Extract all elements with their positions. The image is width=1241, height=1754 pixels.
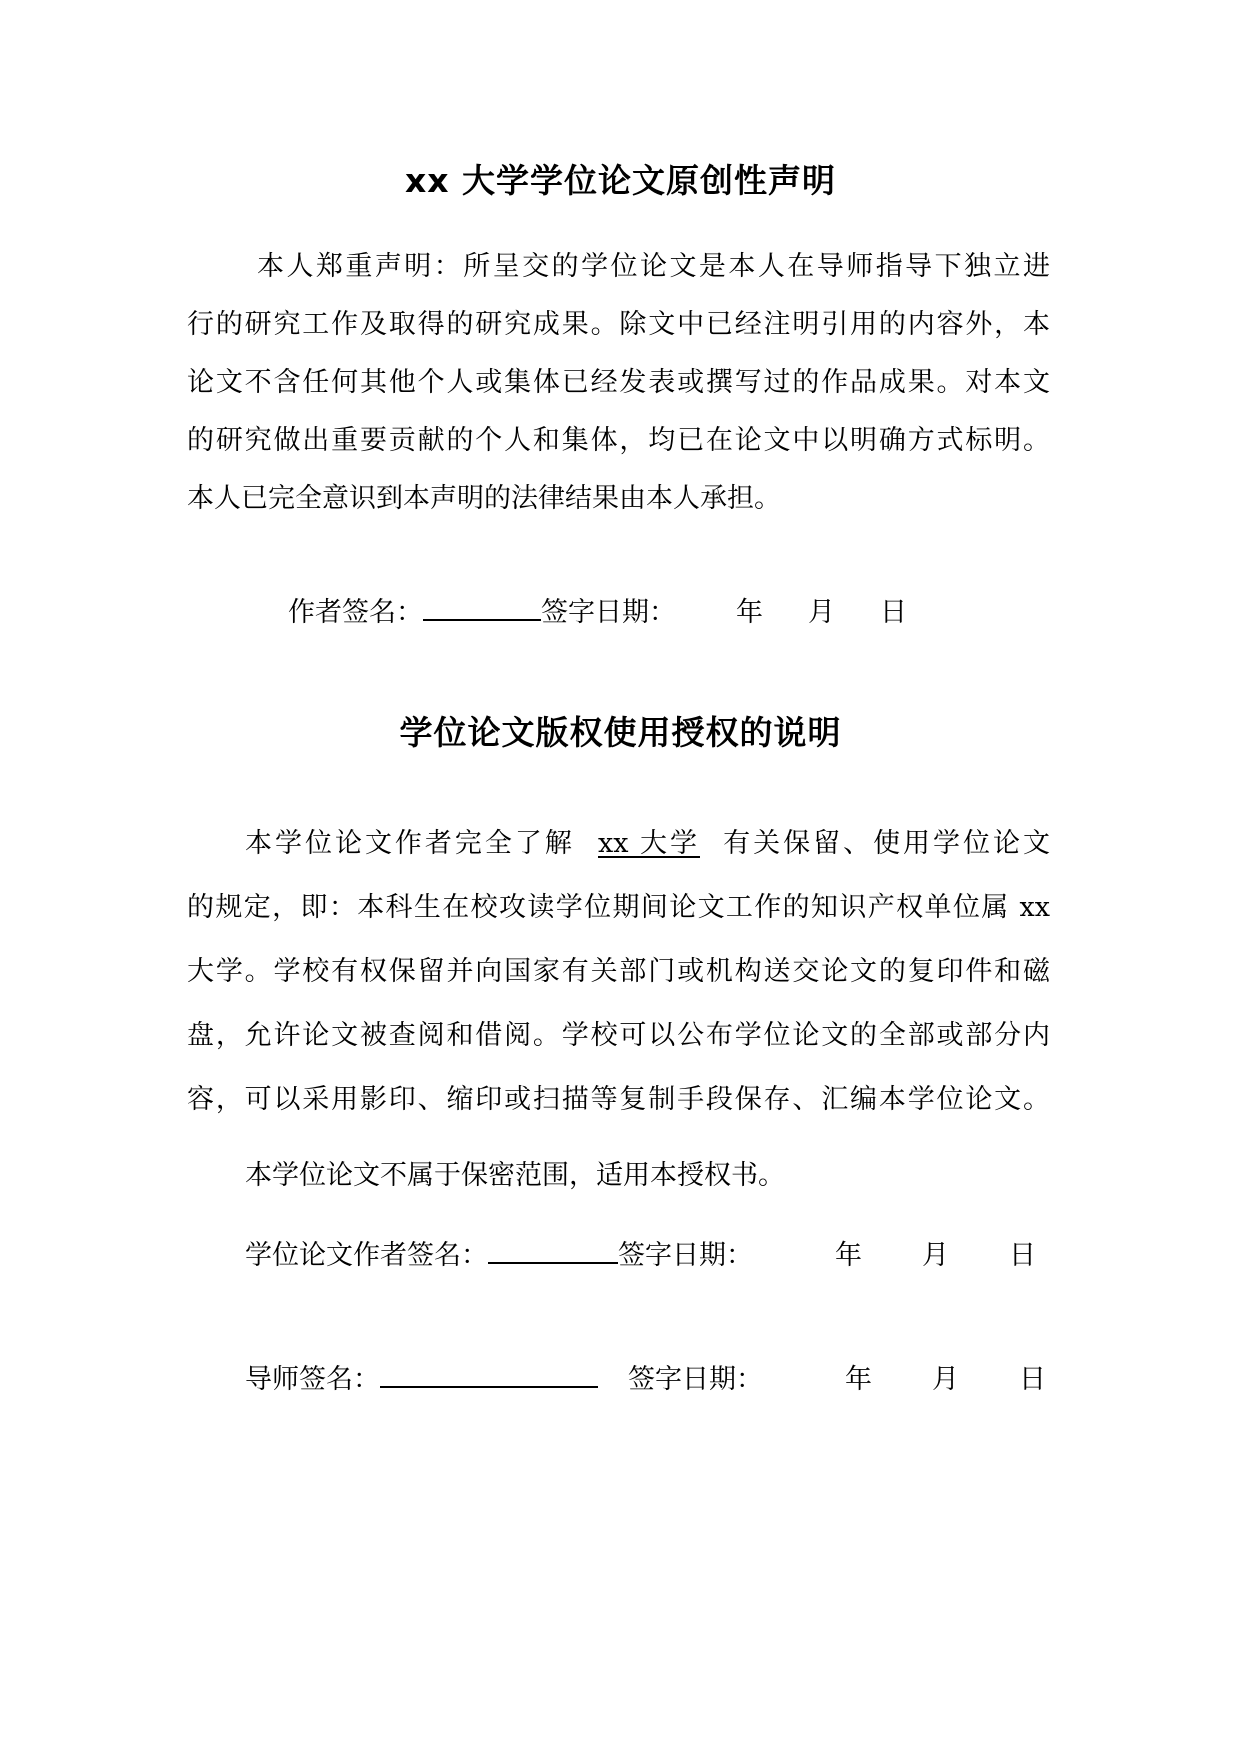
author-signature-field[interactable]: [423, 593, 541, 621]
authorization-line1-prefix: 本学位论文作者完全了解: [245, 828, 575, 859]
scope-line: 本学位论文不属于保密范围，适用本授权书。: [245, 1160, 785, 1191]
authorization-line1-suffix: 有关保留、使用学位论文: [723, 828, 1051, 859]
author-signature-row: [245, 1233, 1036, 1272]
declaration-line: 的研究做出重要贡献的个人和集体，均已在论文中以明确方式标明。: [187, 425, 1050, 456]
advisor-signature-row: [245, 1357, 1046, 1396]
authorization-title: 学位论文版权使用授权的说明: [399, 713, 842, 752]
month-label: 月: [922, 1240, 949, 1271]
declaration-body: [187, 238, 1050, 528]
declaration-line: 行的研究工作及取得的研究成果。除文中已经注明引用的内容外，本: [187, 309, 1050, 340]
declaration-line: 本人已完全意识到本声明的法律结果由本人承担。: [187, 483, 781, 514]
year-label: 年: [845, 1364, 872, 1395]
authorization-line: 容，可以采用影印、缩印或扫描等复制手段保存、汇编本学位论文。: [187, 1084, 1050, 1115]
authorization-line-1: [187, 812, 1050, 876]
declaration-line: 论文不含任何其他个人或集体已经发表或撰写过的作品成果。对本文: [187, 367, 1050, 398]
date-label: 签字日期：: [628, 1364, 763, 1395]
date-label: 签字日期：: [541, 597, 676, 628]
authorization-line: 盘，允许论文被查阅和借阅。学校可以公布学位论文的全部或部分内: [187, 1020, 1050, 1051]
day-label: 日: [880, 597, 907, 628]
day-label: 日: [1009, 1240, 1036, 1271]
thesis-author-sign-label: 学位论文作者签名：: [245, 1240, 488, 1271]
authorization-line: 的规定，即：本科生在校攻读学位期间论文工作的知识产权单位属 xx: [187, 892, 1050, 923]
year-label: 年: [835, 1240, 862, 1271]
school-name: xx 大学: [598, 828, 700, 859]
authorization-line: 大学。学校有权保留并向国家有关部门或机构送交论文的复印件和磁: [187, 956, 1050, 987]
advisor-sign-label: 导师签名：: [245, 1364, 380, 1395]
thesis-author-signature-field[interactable]: [488, 1236, 618, 1264]
authorization-body: [187, 812, 1050, 1132]
year-label: 年: [736, 597, 763, 628]
month-label: 月: [808, 597, 835, 628]
author-sign-label: 作者签名：: [288, 597, 423, 628]
declaration-signature-row: [288, 590, 907, 629]
declaration-title: xx 大学学位论文原创性声明: [404, 161, 837, 200]
month-label: 月: [932, 1364, 959, 1395]
advisor-signature-field[interactable]: [380, 1360, 598, 1388]
day-label: 日: [1019, 1364, 1046, 1395]
declaration-line: 本人郑重声明：所呈交的学位论文是本人在导师指导下独立进: [257, 251, 1050, 282]
authorization-scope: [187, 1147, 1050, 1205]
date-label: 签字日期：: [618, 1240, 753, 1271]
